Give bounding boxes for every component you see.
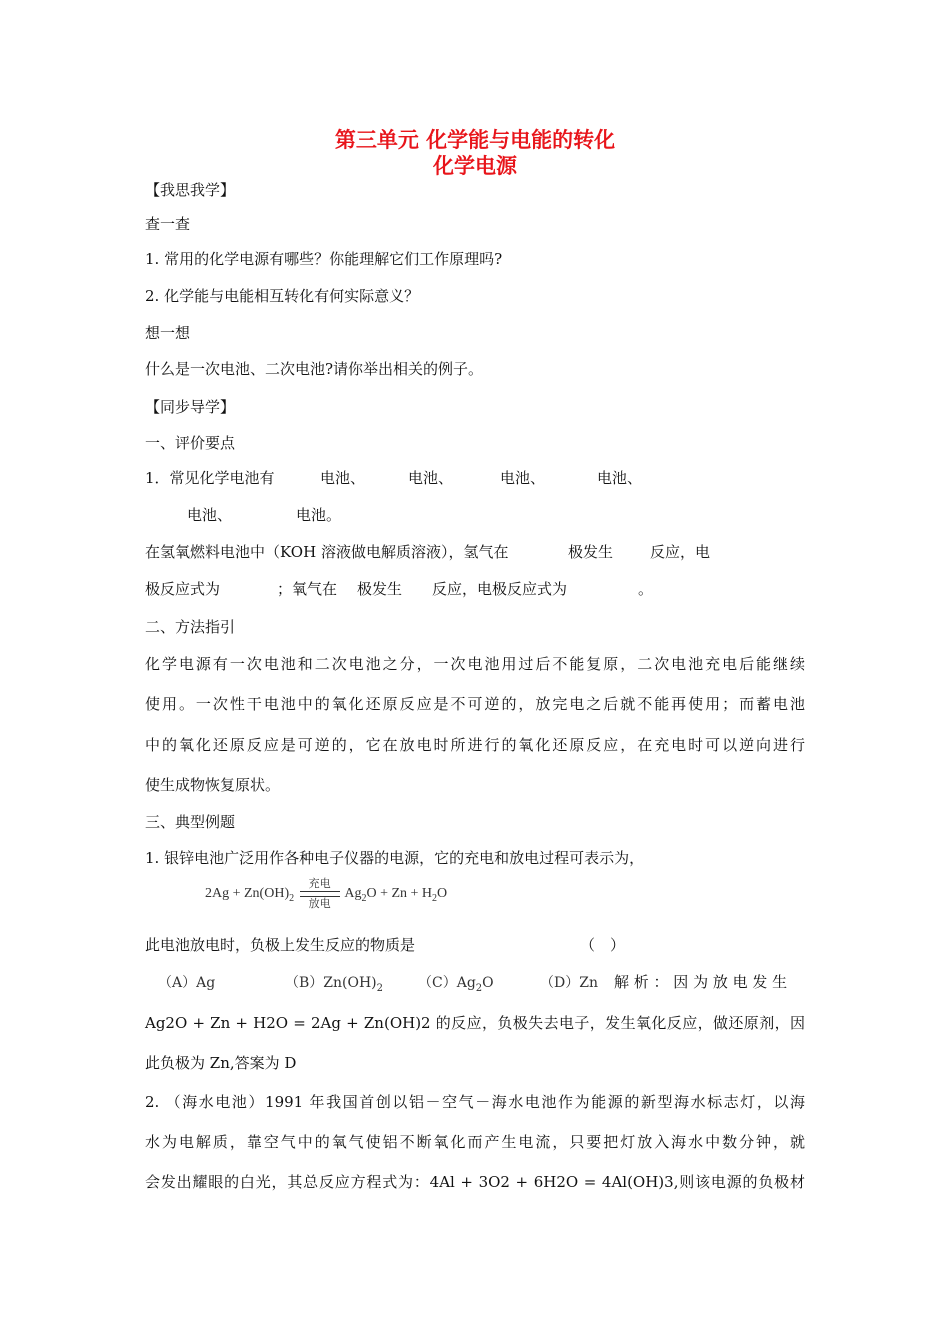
question-2: 2. 化学能与电能相互转化有何实际意义？ bbox=[145, 287, 420, 305]
item1-label: 1．常见化学电池有 bbox=[145, 469, 275, 487]
h2-fuel-cell-text: 反应，电 bbox=[650, 543, 711, 561]
blank-battery: 电池。 bbox=[296, 506, 342, 524]
subscript: 2 bbox=[376, 982, 384, 994]
option-c-text: （C）Ag bbox=[418, 975, 476, 991]
arrow-bar bbox=[300, 891, 340, 897]
subscript: 2 bbox=[432, 893, 438, 905]
subscript: 2 bbox=[475, 982, 483, 994]
option-b-text: （B）Zn(OH) bbox=[285, 975, 377, 991]
option-d: （D）Zn bbox=[540, 975, 598, 991]
analysis-lead: 解 析 ： 因 为 放 电 发 生 bbox=[614, 973, 788, 991]
doc-subtitle: 化学电源 bbox=[433, 154, 517, 178]
h2-fuel-cell-text: ；氧气在 bbox=[277, 580, 338, 598]
h2-fuel-cell-text: 极发生 bbox=[357, 580, 403, 598]
charge-label: 充电 bbox=[308, 878, 331, 890]
example-2-line: 会发出耀眼的白光，其总反应方程式为：4Al + 3O2 + 6H2O = 4Al(OH)3,则该电源的负极材 bbox=[145, 1173, 805, 1191]
blank-battery: 电池、 bbox=[320, 469, 366, 487]
equation-right: Ag bbox=[344, 886, 362, 902]
part-3-heading: 三、典型例题 bbox=[145, 813, 236, 831]
example-2-line: 水为电解质，靠空气中的氧气使铝不断氧化而产生电流，只要把灯放入海水中数分钟，就 bbox=[145, 1133, 805, 1151]
blank-battery: 电池、 bbox=[500, 469, 546, 487]
part-1-heading: 一、评价要点 bbox=[145, 434, 236, 452]
method-line: 化学电源有一次电池和二次电池之分，一次电池用过后不能复原，二次电池充电后能继续 bbox=[145, 655, 805, 673]
subscript: 2 bbox=[289, 893, 295, 905]
doc-title: 第三单元 化学能与电能的转化 bbox=[334, 128, 616, 152]
example-1-ask: 此电池放电时，负极上发生反应的物质是 bbox=[145, 936, 416, 954]
analysis-line: 此负极为 Zn,答案为 D bbox=[145, 1054, 297, 1072]
reaction-equation bbox=[205, 878, 447, 910]
question-1: 1. 常用的化学电源有哪些？你能理解它们工作原理吗? bbox=[145, 250, 503, 268]
blank-battery: 电池、 bbox=[408, 469, 454, 487]
h2-fuel-cell-text: 极发生 bbox=[568, 543, 614, 561]
option-c-text: O bbox=[482, 975, 494, 991]
example-1-question: 1. 银锌电池广泛用作各种电子仪器的电源，它的充电和放电过程可表示为， bbox=[145, 849, 645, 867]
analysis-line: Ag2O + Zn + H2O = 2Ag + Zn(OH)2 的反应，负极失去电子，发生氧化反应，做还原剂，因 bbox=[145, 1014, 805, 1032]
blank-battery: 电池、 bbox=[597, 469, 643, 487]
equation-left: 2Ag + Zn(OH) bbox=[205, 886, 290, 902]
equation-right: O bbox=[437, 886, 448, 902]
option-c bbox=[418, 972, 494, 994]
method-line: 中的氧化还原反应是可逆的，它在放电时所进行的氧化还原反应，在充电时可以逆向进行 bbox=[145, 736, 805, 754]
subscript: 2 bbox=[361, 893, 367, 905]
method-line: 使生成物恢复原状。 bbox=[145, 776, 281, 794]
h2-fuel-cell-text: 。 bbox=[638, 580, 654, 598]
blank-battery: 电池、 bbox=[187, 506, 233, 524]
ponder-heading: 想一想 bbox=[145, 324, 191, 342]
option-a: （A）Ag bbox=[158, 975, 216, 991]
equation-right: O + Zn + H bbox=[366, 886, 433, 902]
example-2-line: 2. （海水电池）1991 年我国首创以铝－空气－海水电池作为能源的新型海水标志灯，以海 bbox=[145, 1093, 805, 1111]
h2-fuel-cell-text: 在氢氧燃料电池中（KOH 溶液做电解质溶液），氢气在 bbox=[145, 543, 509, 561]
h2-fuel-cell-text: 反应，电极反应式为 bbox=[432, 580, 568, 598]
reversible-arrow bbox=[300, 878, 340, 910]
check-heading: 查一查 bbox=[145, 215, 191, 233]
part-2-heading: 二、方法指引 bbox=[145, 618, 236, 636]
answer-paren: （ ） bbox=[580, 936, 626, 954]
method-line: 使用。一次性干电池中的氧化还原反应是不可逆的，放完电之后就不能再使用；而蓄电池 bbox=[145, 695, 805, 713]
h2-fuel-cell-text: 极反应式为 bbox=[145, 580, 221, 598]
ponder-question: 什么是一次电池、二次电池?请你举出相关的例子。 bbox=[145, 360, 484, 378]
section-think: 【我思我学】 bbox=[145, 181, 236, 199]
option-b bbox=[285, 972, 383, 994]
discharge-label: 放电 bbox=[308, 898, 331, 910]
section-guide: 【同步导学】 bbox=[145, 398, 236, 416]
